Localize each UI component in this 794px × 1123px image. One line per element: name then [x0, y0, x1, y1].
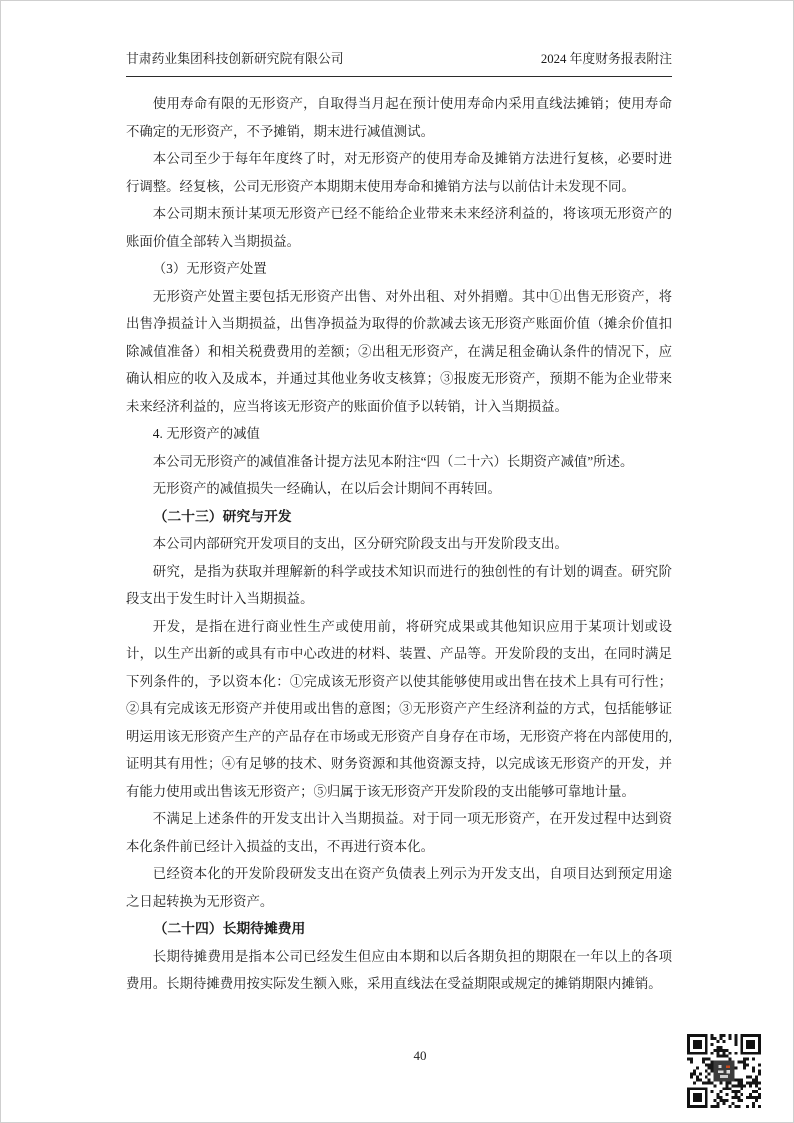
paragraph: 本公司内部研究开发项目的支出，区分研究阶段支出与开发阶段支出。 [152, 536, 568, 551]
page-header [126, 51, 672, 77]
paragraph: 本公司无形资产的减值准备计提方法见本附注“四（二十六）长期资产减值”所述。 [152, 453, 634, 469]
document-body [126, 90, 672, 998]
paragraph: 长期待摊费用是指本公司已经发生但应由本期和以后各期负担的期限在一年以上的各项费用。长期待摊费用按实际发生额入账，采用直线法在受益期限或规定的摊销期限内摊销。 [126, 948, 672, 991]
paragraph: 无形资产处置主要包括无形资产出售、对外出租、对外捐赠。其中①出售无形资产，将出售净损益计入当期损益，出售净损益为取得的价款减去该无形资产账面价值（摊余价值扣除减值准备）和相关税费费用的差额；②出租无形资产，在满足租金确认条件的情况下，应确认相应的收入及成本，并通过其他业务收支核算；③报废无形资产，预期不能为企业带来未来经济利益的，应当将该无形资产的账面价值予以转销，计入当期损益。 [126, 288, 672, 414]
paragraph: 不满足上述条件的开发支出计入当期损益。对于同一项无形资产，在开发过程中达到资本化条件前已经计入损益的支出，不再进行资本化。 [126, 811, 672, 854]
section-heading-long-term-deferred-expenses: （二十四）长期待摊费用 [153, 921, 306, 936]
paragraph: 本公司至少于每年年度终了时，对无形资产的使用寿命及摊销方法进行复核，必要时进行调整。经复核，公司无形资产本期期末使用寿命和摊销方法与以前估计未发现不同。 [126, 151, 672, 194]
paragraph: 无形资产的减值损失一经确认，在以后会计期间不再转回。 [152, 481, 501, 496]
paragraph: 已经资本化的开发阶段研发支出在资产负债表上列示为开发支出，自项目达到预定用途之日起转换为无形资产。 [126, 866, 672, 909]
qr-code [687, 1034, 761, 1108]
paragraph: 本公司期末预计某项无形资产已经不能给企业带来未来经济利益的，将该项无形资产的账面价值全部转入当期损益。 [126, 206, 672, 249]
report-title: 2024 年度财务报表附注 [540, 52, 672, 66]
subheading-intangible-impairment: 4. 无形资产的减值 [152, 426, 260, 441]
paragraph: 研究，是指为获取并理解新的科学或技术知识而进行的独创性的有计划的调查。研究阶段支出于发生时计入当期损益。 [126, 563, 672, 606]
subheading-intangible-disposal: （3）无形资产处置 [152, 261, 267, 276]
paragraph: 开发，是指在进行商业性生产或使用前，将研究成果或其他知识应用于某项计划或设计，以生产出新的或具有市中心改进的材料、装置、产品等。开发阶段的支出，在同时满足下列条件的，予以资本化：①完成该无形资产以使其能够使用或出售在技术上具有可行性；②具有完成该无形资产并使用或出售的意图；③无形资产产生经济利益的方式，包括能够证明运用该无形资产生产的产品存在市场或无形资产自身存在市场，无形资产将在内部使用的,证明其有用性；④有足够的技术、财务资源和其他资源支持，以完成该无形资产的开发，并有能力使用或出售该无形资产；⑤归属于该无形资产开发阶段的支出能够可靠地计量。 [126, 618, 672, 799]
section-heading-research-and-development: （二十三）研究与开发 [153, 508, 292, 524]
page-number: 40 [413, 1048, 427, 1063]
paragraph: 使用寿命有限的无形资产，自取得当月起在预计使用寿命内采用直线法摊销；使用寿命不确定的无形资产，不予摊销，期末进行减值测试。 [126, 96, 672, 139]
company-name: 甘肃药业集团科技创新研究院有限公司 [126, 52, 344, 66]
